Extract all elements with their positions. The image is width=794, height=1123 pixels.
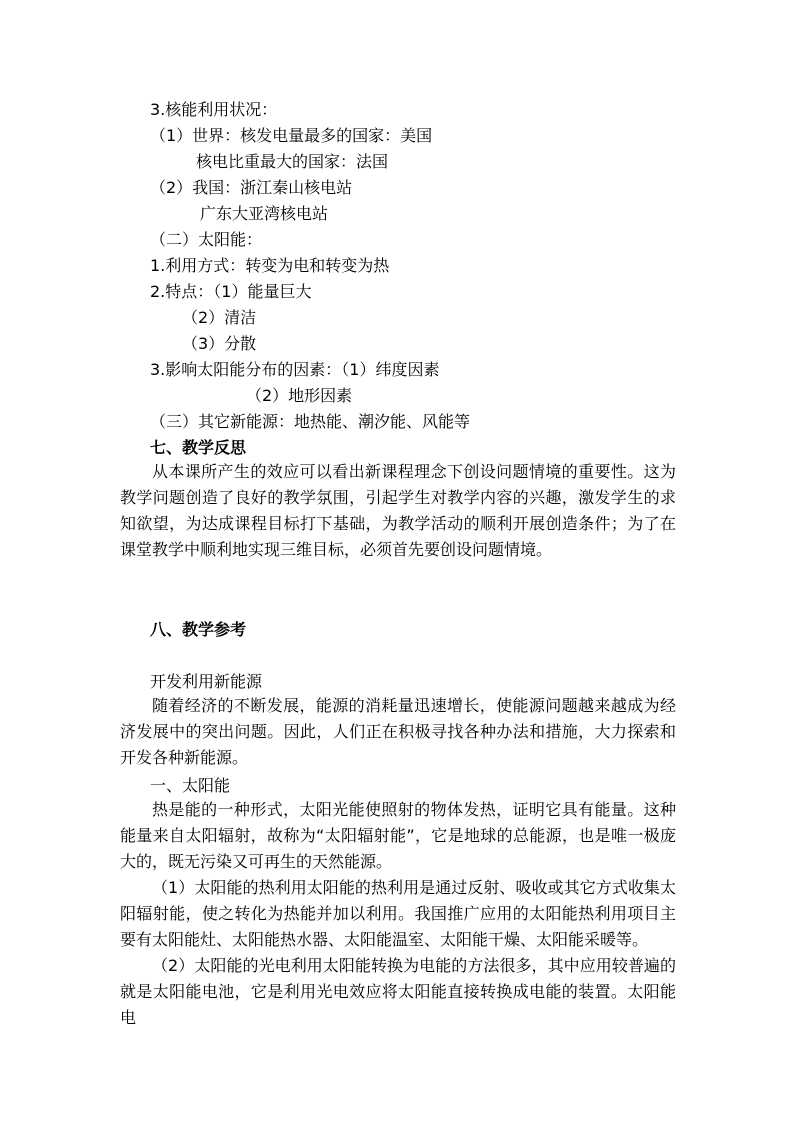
solar-factor-2: （2）地形因素 [246,386,353,405]
reference-heading: 八、教学参考 [150,620,247,639]
reference-intro: 随着经济的不断发展，能源的消耗量迅速增长，使能源问题越来越成为经济发展中的突出问题。因此，人们正在积极寻找各种办法和措施，大力探索和开发各种新能源。 [120,696,676,767]
reference-subtitle: 开发利用新能源 [150,672,263,691]
solar-feature: 2.特点：（1）能量巨大 [150,282,312,301]
nuclear-world: （1）世界：核发电量最多的国家：美国 [150,126,433,145]
solar-intro: 热是能的一种形式，太阳光能使照射的物体发热，证明它具有能量。这种能量来自太阳辐射，故称为“太阳辐射能”，它是地球的总能源，也是唯一极庞大的，既无污染又可再生的天然能源。 [120,800,676,871]
nuclear-world-sub: 核电比重最大的国家：法国 [196,152,389,171]
solar-section-heading: 一、太阳能 [150,776,231,795]
solar-use: 1.利用方式：转变为电和转变为热 [150,256,390,275]
reflection-heading: 七、教学反思 [150,438,247,457]
solar-heading: （二）太阳能： [150,230,263,249]
other-energy: （三）其它新能源：地热能、潮汐能、风能等 [150,412,471,431]
nuclear-china: （2）我国：浙江秦山核电站 [150,178,353,197]
nuclear-china-sub: 广东大亚湾核电站 [200,204,329,223]
solar-pv: （2）太阳能的光电利用太阳能转换为电能的方法很多，其中应用较普遍的就是太阳能电池，它是利用光电效应将太阳能直接转换成电能的装置。太阳能电 [120,956,676,1027]
solar-thermal: （1）太阳能的热利用太阳能的热利用是通过反射、吸收或其它方式收集太阳辐射能，使之转化为热能并加以利用。我国推广应用的太阳能热利用项目主要有太阳能灶、太阳能热水器、太阳能温室、太阳能干燥、太阳能采暖等。 [120,878,676,949]
solar-factor: 3.影响太阳能分布的因素：（1）纬度因素 [150,360,440,379]
nuclear-heading: 3.核能利用状况： [150,100,278,119]
reflection-body: 从本课所产生的效应可以看出新课程理念下创设问题情境的重要性。这为教学问题创造了良好的教学氛围，引起学生对教学内容的兴趣，激发学生的求知欲望，为达成课程目标打下基础，为教学活动的顺利开展创造条件；为了在课堂教学中顺利地实现三维目标，必须首先要创设问题情境。 [120,462,676,559]
solar-feature-3: （3）分散 [182,334,257,353]
solar-feature-2: （2）清洁 [182,308,257,327]
